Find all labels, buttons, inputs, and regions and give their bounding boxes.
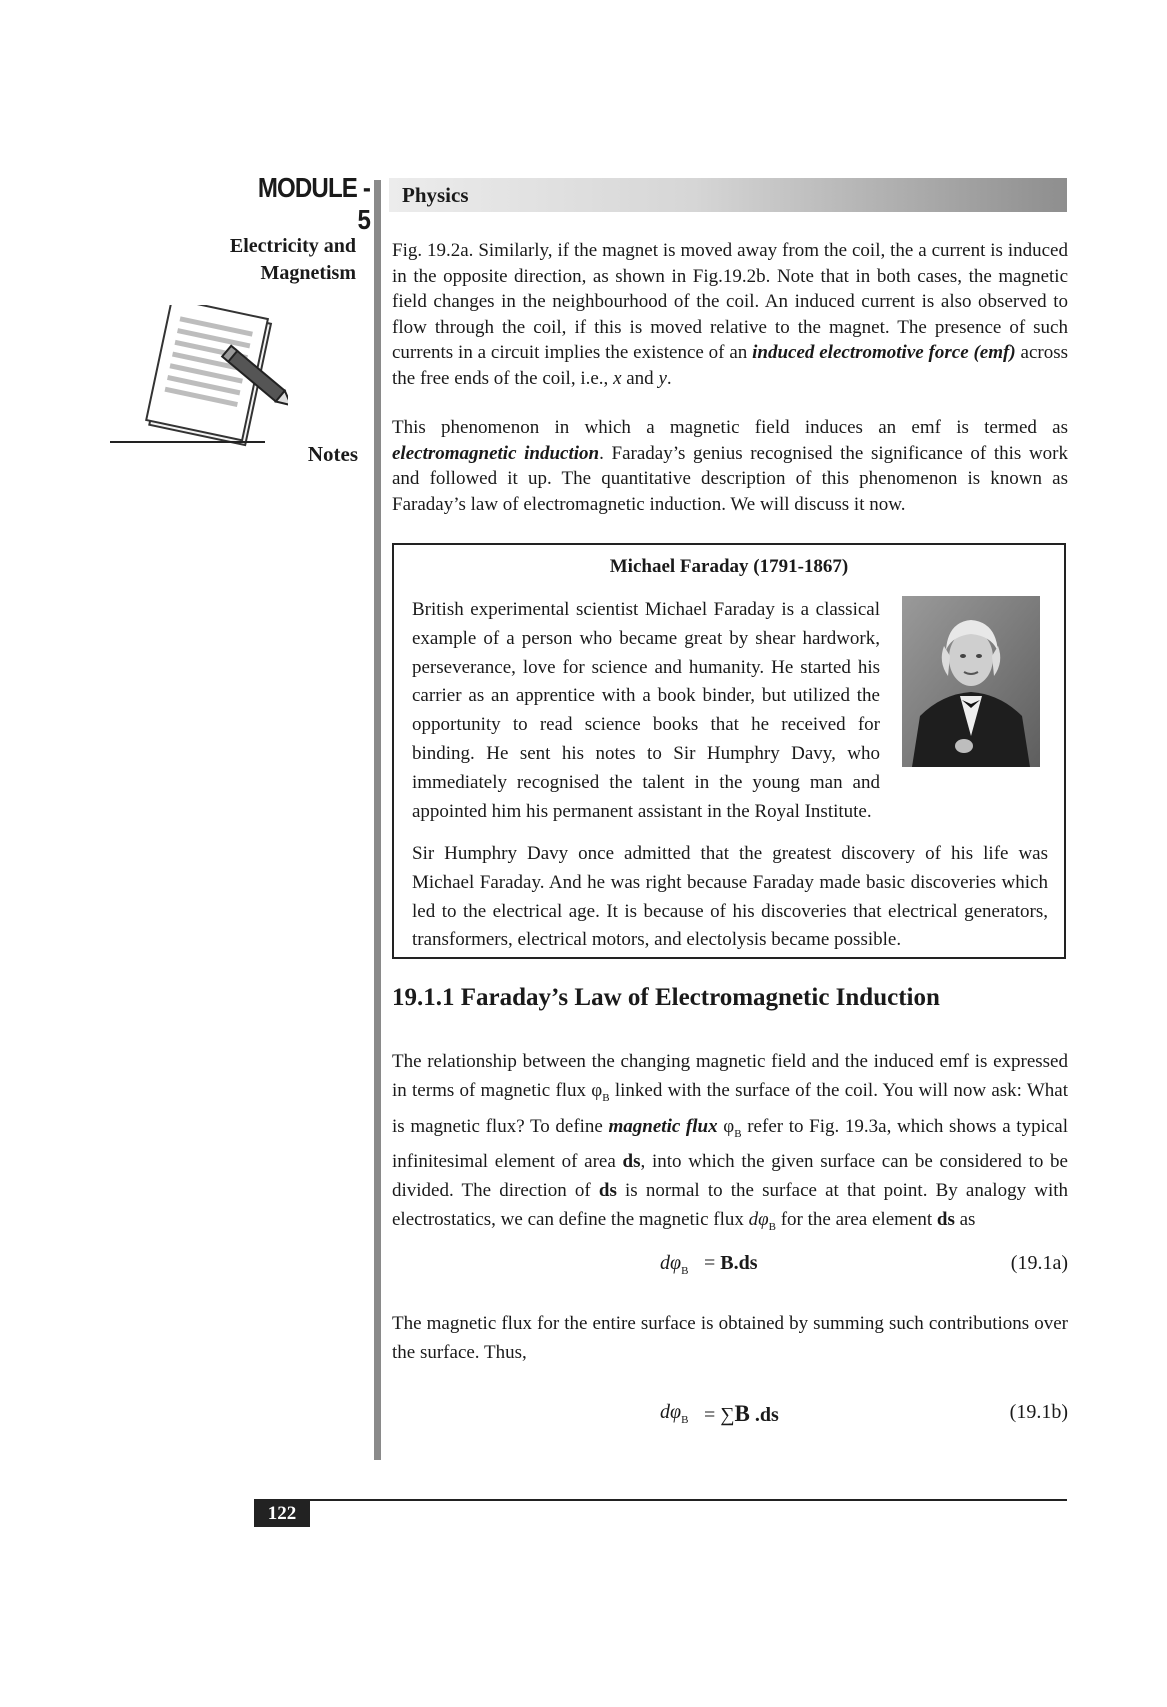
var-y: y bbox=[658, 367, 667, 389]
symbol-dphi: dφ bbox=[660, 1252, 682, 1274]
text-run: for the area element bbox=[775, 1208, 937, 1230]
text-run: across the free ends of the coil, i.e., bbox=[392, 342, 1068, 389]
subscript-b: B bbox=[768, 1220, 776, 1233]
text-run: as bbox=[954, 1208, 976, 1230]
notes-label: Notes bbox=[307, 442, 358, 466]
notes-pencil-icon bbox=[138, 305, 288, 455]
equation-lhs bbox=[660, 1252, 688, 1277]
module-label: MODULE - 5 bbox=[257, 172, 370, 235]
biography-title: Michael Faraday (1791-1867) bbox=[609, 556, 849, 577]
equation-19-1a bbox=[392, 1252, 1068, 1282]
text-run: . Faraday’s genius recognised the significance of this work and followed it up. The quantitative description of this phenomenon is known as Faraday’s law of electromagnetic induction. We will discuss it now. bbox=[392, 442, 1068, 515]
equation-lhs bbox=[660, 1401, 688, 1426]
paragraph-intro bbox=[392, 238, 1068, 392]
text-run: linked with the surface of the coil. You will now ask: What is magnetic flux? To define bbox=[392, 1079, 1068, 1137]
symbol-phi: φ bbox=[723, 1115, 735, 1137]
term-induced-emf: induced electromotive force (emf) bbox=[752, 342, 1016, 364]
text-run: refer to Fig. 19.3a, which shows a typical infinitesimal element of area bbox=[392, 1115, 1069, 1173]
text-run: , into which the given surface can be considered to be divided. The direction of bbox=[392, 1151, 1068, 1202]
section-name bbox=[180, 233, 356, 287]
biography-paragraph-1: British experimental scientist Michael Faraday is a classical example of a person who became great by shear hardwork, perseverance, love for science and humanity. He started his carrier as an apprentice with a book binder, but utilized the opportunity to read science books that he received for binding. He sent his notes to Sir Humphry Davy, who immediately recognised the talent in the young man and appointed him his permanent assistant in the Royal Institute. bbox=[412, 599, 880, 822]
symbol-ds: ds bbox=[598, 1180, 617, 1202]
page-number: 122 bbox=[254, 1501, 310, 1527]
text-run: The relationship between the changing magnetic field and the induced emf is expressed in terms of magnetic flux bbox=[392, 1051, 1068, 1101]
equation-rhs bbox=[704, 1252, 758, 1275]
section-name-line2: Magnetism bbox=[260, 262, 356, 284]
symbol-ds: ds bbox=[622, 1151, 641, 1173]
symbol-dphi: dφ bbox=[660, 1401, 682, 1423]
equation-19-1b bbox=[392, 1401, 1068, 1431]
symbol-b: B bbox=[734, 1401, 750, 1426]
subscript-b: B bbox=[602, 1091, 610, 1104]
text-run: . bbox=[666, 367, 672, 389]
equation-number: (19.1b) bbox=[1009, 1401, 1068, 1423]
paragraph-total-flux: The magnetic flux for the entire surface is obtained by summing such contributions over the surface. Thus, bbox=[392, 1313, 1068, 1363]
equation-rhs-term: B.ds bbox=[720, 1252, 758, 1274]
biography-paragraph-2: Sir Humphry Davy once admitted that the greatest discovery of his life was Michael Faraday. And he was right because Faraday made basic discoveries which led to the electrical age. It is because of his discoveries that electrical generators, transformers, electrical motors, and electolysis became possible. bbox=[412, 843, 1048, 951]
equals-sign: = bbox=[704, 1252, 721, 1274]
var-x: x bbox=[613, 367, 622, 389]
text-run: Fig. 19.2a. Similarly, if the magnet is moved away from the coil, the a current is induced in the opposite direction, as shown in Fig.19.2b. Note that in both cases, the magnetic field changes in the neighbourhood of the coil. An induced current is also observed to flow through the coil, if this is moved relative to the magnet. The presence of such currents in a circuit implies the existence of an bbox=[392, 240, 1068, 364]
summation-symbol: ∑ bbox=[720, 1404, 735, 1426]
equation-rhs bbox=[704, 1401, 779, 1427]
equation-number: (19.1a) bbox=[1010, 1252, 1068, 1274]
symbol-dphi: dφ bbox=[748, 1208, 769, 1230]
faraday-portrait-image bbox=[902, 596, 1040, 767]
equals-sign: = bbox=[704, 1404, 721, 1426]
subscript-b: B bbox=[681, 1414, 689, 1426]
subscript-b: B bbox=[681, 1265, 689, 1277]
notes-divider bbox=[110, 441, 265, 443]
section-heading: 19.1.1 Faraday’s Law of Electromagnetic Induction bbox=[392, 984, 940, 1011]
paragraph-phenomenon bbox=[392, 415, 1068, 517]
section-name-line1: Electricity and bbox=[229, 235, 356, 257]
text-run: and bbox=[621, 367, 659, 389]
term-electromagnetic-induction: electromagnetic induction bbox=[392, 442, 600, 464]
header-band bbox=[389, 178, 1067, 212]
margin-vertical-bar bbox=[374, 180, 381, 1460]
footer-rule bbox=[254, 1499, 1067, 1501]
subscript-b: B bbox=[734, 1127, 742, 1140]
symbol-ds: .ds bbox=[749, 1404, 779, 1426]
symbol-phi: φ bbox=[591, 1079, 603, 1101]
paragraph-magnetic-flux bbox=[392, 1048, 1068, 1242]
symbol-ds: ds bbox=[936, 1208, 955, 1230]
term-magnetic-flux: magnetic flux bbox=[608, 1115, 718, 1137]
text-run: This phenomenon in which a magnetic field induces an emf is termed as bbox=[392, 417, 1068, 438]
header-title: Physics bbox=[402, 183, 469, 207]
text-run: is normal to the surface at that point. By analogy with electrostatics, we can define the magnetic flux bbox=[392, 1180, 1068, 1230]
